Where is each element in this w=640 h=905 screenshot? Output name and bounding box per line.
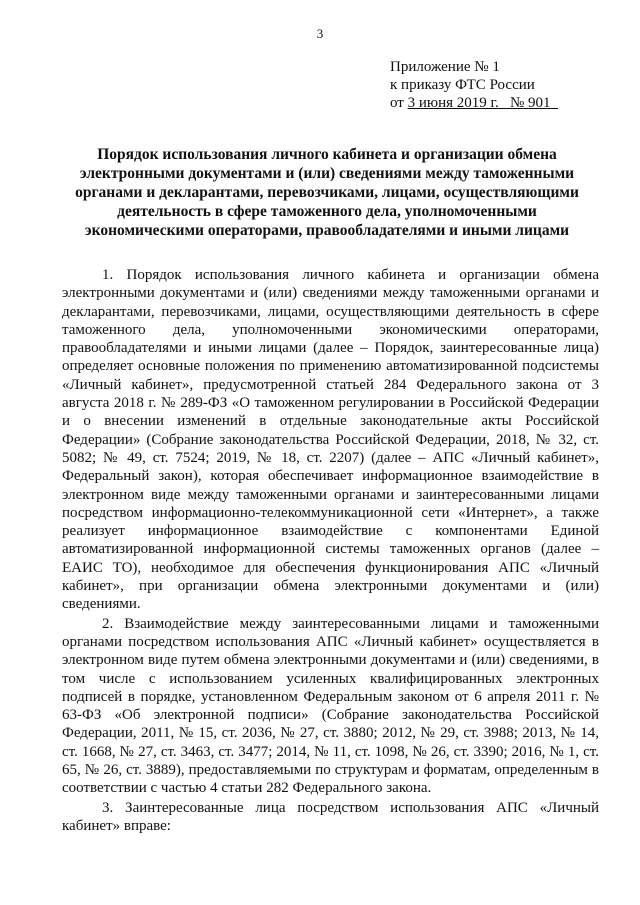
page-number: 3 — [316, 26, 324, 41]
paragraph-1: 1. Порядок использования личного кабинета и организации обмена электронными документами и (или) сведениями между таможенными органами и декларантами, перевозчиками, лицами, осуществляющими деятельность в сфере таможенного дела, уполномоченными экономическими операторами, правообладателями и иными лицами (далее – Порядок, заинтересованные лица) определяет основные положения по применению автоматизированной подсистемы «Личный кабинет», предусмотренной статьей 284 Федерального закона от 3 августа 2018 г. № 289-ФЗ «О таможенном регулировании в Российской Федерации и о внесении изменений в отдельные законодательные акты Российской Федерации» (Собрание законодательства Российской Федерации, 2018, № 32, ст. 5082; № 49, ст. 7524; 2019, № 18, ст. 2207) (далее – АПС «Личный кабинет», Федеральный закон), которая обеспечивает информационное взаимодействие в электронном виде между таможенными органами и заинтересованными лицами посредством информационно-телекоммуникационной сети «Интернет», а также реализует информационное взаимодействие с компонентами Единой автоматизированной информационной системы таможенных органов (далее – ЕАИС ТО), необходимое для обеспечения функционирования АПС «Личный кабинет», при организации обмена электронными документами и (или) сведениями. — [62, 267, 599, 613]
paragraph-2: 2. Взаимодействие между заинтересованными лицами и таможенными органами посредством использования АПС «Личный кабинет» осуществляется в электронном виде путем обмена электронными документами и (или) сведениями, в том числе с использованием усиленных квалифицированных электронных подписей в порядке, установленном Федеральным законом от 6 апреля 2011 г. № 63-ФЗ «Об электронной подписи» (Собрание законодательства Российской Федерации, 2011, № 15, ст. 2036, № 27, ст. 3880; 2012, № 29, ст. 3988; 2013, № 14, ст. 1668, № 27, ст. 3463, ст. 3477; 2014, № 11, ст. 1098, № 26, ст. 3390; 2016, № 1, ст. 65, № 26, ст. 3889), предоставляемыми по структурам и форматам, определенным в соответствии с частью 4 статьи 282 Федерального закона. — [62, 615, 599, 797]
order-number: 901 — [528, 95, 551, 111]
date-prefix: от — [390, 95, 408, 111]
appendix-order-line: к приказу ФТС России — [390, 77, 535, 93]
order-number-prefix — [499, 95, 558, 111]
order-date: 3 июня 2019 г. — [407, 95, 499, 111]
paragraph-3: 3. Заинтересованные лица посредством использования АПС «Личный кабинет» вправе: — [62, 799, 599, 834]
appendix-line: Приложение № 1 — [390, 59, 500, 75]
appendix-date-line — [390, 94, 620, 112]
document-title: Порядок использования личного кабинета и организации обмена электронными документами и (или) сведениями между таможенными органами и декларантами, перевозчиками, лицами, осуществляющими деятельность в сфере таможенного дела, уполномоченными экономическими операторами, правообладателями и иными лицами — [75, 146, 579, 239]
document-body — [62, 266, 599, 836]
number-sign: № — [509, 95, 529, 111]
appendix-header — [390, 58, 620, 112]
